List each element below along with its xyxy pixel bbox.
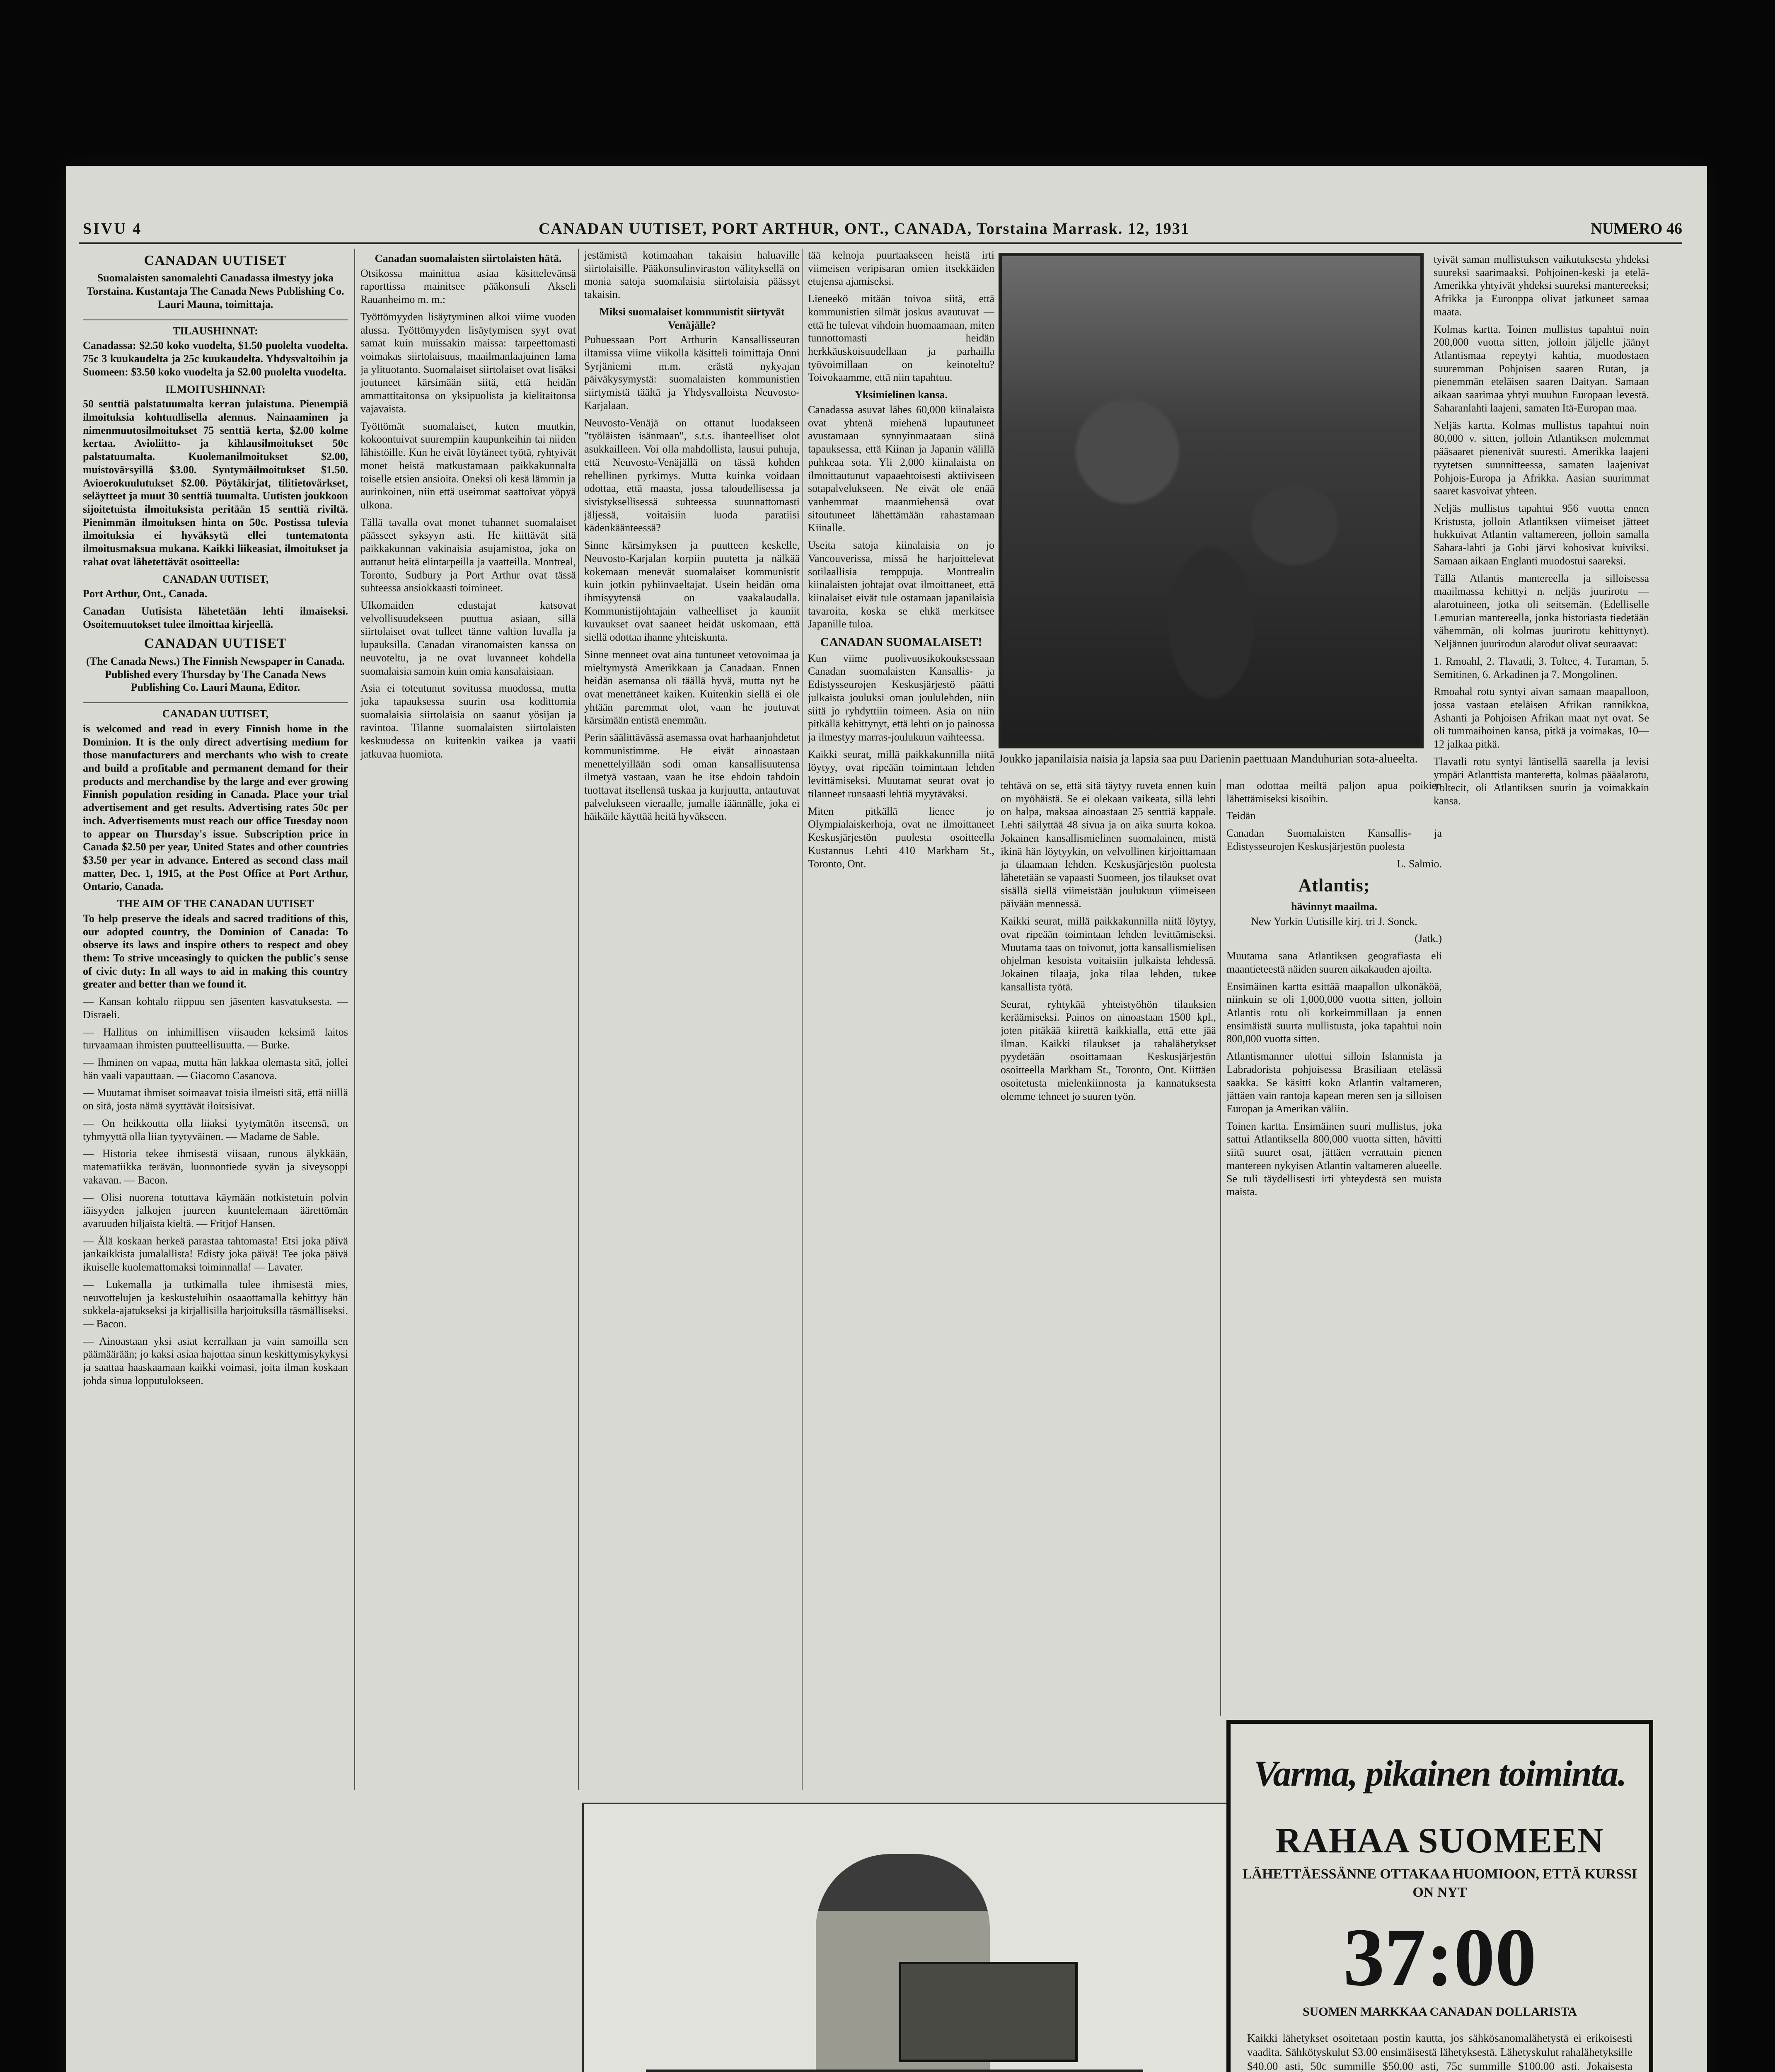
header-rule — [79, 242, 1682, 244]
article-paragraph: Sinne menneet ovat aina tuntuneet vetovoimaa ja mieltymystä Amerikkaan ja Canadaan. Ennen heidän asemansa oli täällä hyvä, mutta nyt he ovat menettäneet kaiken. Kuitenkin siellä ei ole yhtään paremmat olot, vaan he joutuvat kärsimään entistä enemmän. — [584, 648, 800, 726]
page-label: SIVU 4 — [83, 220, 143, 237]
ad-rate-subtitle: SUOMEN MARKKAA CANADAN DOLLARISTA — [1303, 2005, 1577, 2019]
ad-body-1: Kaikki lähetykset osoitetaan postin kautta, jos sähkösanomalähetystä ei erikoisesti vaadita. Sähkötyskulut $3.00 ensimäisestä lähetyksestä. Lähetyskulut rahalähetyksille $40.00 asti, 50c summille $50.00 asti, 75c summille $100.00 asti. Jokaisesta — [1247, 2032, 1632, 2072]
byline: New Yorkin Uutisille kirj. tri J. Sonck. — [1251, 915, 1417, 927]
quote: — Älä koskaan herkeä parastaa tahtomasta! Etsi joka päivä jankaikkista jumalallista! Edisty joka päivä! Tee joka päivä ikuiselle kuolemattomaksi toiminnalla! — Lavater. — [83, 1234, 348, 1273]
column-rule — [578, 249, 579, 1790]
ad-subtitle: LÄHETTÄESSÄNNE OTTAKAA HUOMIOON, ETTÄ KURSSI ON NYT — [1242, 1866, 1637, 1900]
article-paragraph: Kun viime puolivuosikokouksessaan Canadan suomalaisten Kansallis- ja Edistysseurojen Keskusjärjestö päätti julkaista jouluksi oman joululehden, niin siitä jo ryhdyttiin toimeen. Asia on niin pitkällä kehittynyt, että lehti on jo painossa ja ilmestyy marras-joulukuun vaihteessa. — [808, 652, 994, 743]
bench — [646, 2070, 1143, 2072]
aim-heading: THE AIM OF THE CANADAN UUTISET — [117, 898, 314, 910]
photo-japanese-refugees — [999, 253, 1424, 748]
article-paragraph: Neuvosto-Venäjä on ottanut luodakseen "työläisten isänmaan", s.t.s. ihanteelliset olot asukkailleen. Voi olla mahdollista, lausui puhuja, että Neuvosto-Venäjällä on tässä kohden rehellinen pyrkimys. Mutta kuinka voidaan odottaa, että maasta, jossa taloudellisessa ja sivistyksellisessä suhteessa suunnattomasti jäljessä, voitaisiin luoda paratiisi kädenkäänteessä? — [584, 416, 800, 534]
quote: — Historia tekee ihmisestä viisaan, runous älykkään, matematiikka terävän, luonnontiede syvän ja siveysoppi vakavan. — Bacon. — [83, 1147, 348, 1186]
signature-1: Teidän — [1226, 810, 1256, 822]
signature-3: L. Salmio. — [1396, 857, 1442, 870]
article-paragraph: Perin säälittävässä asemassa ovat harhaanjohdetut kommunistimme. He eivät ainoastaan menettelyillään sodi oman kansallisuutensa ilmetyä vastaan, vaan he itse ehdoin tahdoin tuottavat itsellensä tuskaa ja kurjuutta, antautuvat palvelukseen vieraalle, jumalle iäännälle, joka ei häikäile käyttää heitä hyväkseen. — [584, 731, 800, 823]
respirator-machine — [899, 1962, 1078, 2062]
article-paragraph: Tlavatli rotu syntyi läntisellä saarella ja levisi ympäri Atlanttista manteretta, kolmas pääalarotu, Toltecit, oli Atlantiksen suurin ja voimakkain kansa. — [1434, 755, 1649, 807]
quote: — Hallitus on inhimillisen viisauden keksimä laitos turvaamaan ihmisten puutteellisuutta. — Burke. — [83, 1026, 348, 1051]
article-paragraph: Otsikossa mainittua asiaa käsittelevänsä raporttissa mainitsee pääkonsuli Akseli Rauanheimo m. m.: — [360, 267, 576, 306]
quote: — Muutamat ihmiset soimaavat toisia ilmeisti sitä, että niillä on sitä, josta nämä syyttävät iloitsisivat. — [83, 1087, 348, 1112]
ad-title: RAHAA SUOMEEN — [1275, 1820, 1604, 1860]
signature-2: Canadan Suomalaisten Kansallis- ja Edistysseurojen Keskusjärjestön puolesta — [1226, 827, 1442, 852]
article-paragraph: tää kelnoja puurtaakseen heistä irti viimeisen veripisaran omien itsekkäiden etujensa ajamiseksi. — [808, 249, 994, 288]
column-4 — [808, 249, 994, 1790]
article-paragraph: Ensimäinen kartta esittää maapallon ulkonäköä, niinkuin se oli 1,000,000 vuotta sitten, jolloin Atlantis rotu oli korkeimmillaan ja ennen ensimäistä suurta mullistusta, joka tapahtui noin 800,000 vuotta sitten. — [1226, 980, 1442, 1045]
article-paragraph: Atlantismanner ulottui silloin Islannista ja Labradorista pohjoisessa Brasiliaan etelässä saakka. Se käsitti koko Atlantin valtameren, jättäen vain rantoja kapean meren sen ja silloisen Europan ja Amerikan väliin. — [1226, 1050, 1442, 1115]
masthead-sub: Suomalaisten sanomalehti Canadassa ilmestyy joka Torstaina. Kustantaja The Canada News Publishing Co. Lauri Mauna, toimittaja. — [87, 272, 344, 310]
article-paragraph: jestämistä kotimaahan takaisin haluaville siirtolaisille. Pääkonsulinviraston välityksellä on monia satoja suomalaisia siirtolaisia päässyt takaisin. — [584, 249, 800, 301]
article-paragraph: Kolmas kartta. Toinen mullistus tapahtui noin 200,000 vuotta sitten, jolloin jäljelle jäänyt Atlantismaa repeytyi kahtia, muodostaen suuremman Pohjoisen saaren Rutan, ja pienemmän eteläisen saaren Daityan. Samaan aikaan saarimaa yhtyi muuhun Europaan levestä. Saharanlahti laajeni, samaten Itä-Europan maa. — [1434, 323, 1649, 414]
article-paragraph: tehtävä on se, että sitä täytyy ruveta ennen kuin on myöhäistä. Se ei olekaan vaikeata, sillä lehti on halpa, maksaa ainoastaan 25 senttiä kappale. Lehti säilyttää 48 sivua ja on aika suurta kokoa. Jokainen kansallismielinen suomalainen, mistä ikinä hän löytyykin, on velvollinen kirjoittamaan ja tilaamaan lehden. Keskusjärjestön puolesta lähetetään se vapaasti Suomeen, jos tilaukset ovat sisällä siellä viimeistään joulukuun viimeiseen päivään mennessä. — [1001, 779, 1216, 910]
article-heading: Canadan suomalaisten siirtolaisten hätä. — [375, 252, 562, 264]
column-5 — [1001, 779, 1216, 1786]
ilmoitus-text: 50 senttiä palstatuumalta kerran julaistuna. Pienempiä ilmoituksia kohtuullisella alennus. Nainaaminen ja nimenmuutosilmoitukset 75 senttiä kerta, $2.00 kolme kertaa. Avioliitto- ja kihlausilmoitukset 50c palstatuumalta. Kuolemanilmoitukset $2.00, muistovärsyillä $3.00. Syntymäilmoitukset $1.50. Avioerokuulutukset $2.00. Pöytäkirjat, tilitietovärkset, seläytteet ja muut 30 senttiä tuumalta. Uutisten joukkoon sijoitetuista ilmoituksista peritään 15 senttiä riviltä. Pienimmän ilmoituksen hinta on 50c. Postissa tulevia ilmoituksia ei hyväksytä ellei tuntematonta ilmoitusmaksua mukana. Kaikki liikeasiat, ilmoitukset ja rahat ovat lähetettävät osoitteella: — [83, 398, 348, 568]
article-heading: CANADAN SUOMALAISET! — [820, 635, 982, 649]
notice-text: Canadan Uutisista lähetetään lehti ilmaiseksi. Osoitemuutokset tulee ilmoittaa kirjeellä. — [83, 605, 348, 630]
article-paragraph: Neljäs kartta. Kolmas mullistus tapahtui noin 80,000 v. sitten, jolloin Atlantiksen molemmat pääsaaret pienenivät suuresti. Amerikka laajeni tyytetsen suunnitteessa, samaten laajenivat Pohjois-Europa ja Afrikka. Aasian suurimmat saaret kasvoivat yhteen. — [1434, 419, 1649, 497]
masthead-2: CANADAN UUTISET — [144, 636, 287, 651]
column-2 — [360, 249, 576, 1790]
quote: — Olisi nuorena totuttava käymään notkistetuin polvin iäisyyden jalkojen juureen kuuntelemaan äärettömän avaruuden hiljaista kieltä. — Fritjof Hansen. — [83, 1191, 348, 1230]
article-paragraph: Rmoahal rotu syntyi aivan samaan maapalloon, jossa vastaan eteläisen Afrikan rannikkoa, Ashanti ja Pohjoisen Afrikan maat nyt ovat. Se oli tummaihoinen kansa, pitkä ja voimakas, 10—12 jalkaa pitkä. — [1434, 685, 1649, 750]
article-paragraph: tyivät saman mullistuksen vaikutuksesta yhdeksi suureksi saarimaaksi. Pohjoinen-keski ja etelä-Amerikka yhtyivät yhdeksi suureksi mantereeksi; Afrikka ja Eurooppa olivat jatkuneet samaa maata. — [1434, 253, 1649, 318]
article-paragraph: Miten pitkällä lienee jo Olympialaiskerhoja, ovat ne ilmoittaneet Keskusjärjestön puolesta osoitteella Kustannus Lehti 410 Markham St., Toronto, Ont. — [808, 805, 994, 870]
newspaper-title: CANADAN UUTISET, PORT ARTHUR, ONT., CANADA, Torstaina Marrask. 12, 1931 — [539, 220, 1190, 237]
article-paragraph: Kaikki seurat, millä paikkakunnilla niitä löytyy, ovat ripeään toimintaan lehden levittämiseksi. Muutama taas on toivonut, jotta kansallismielisen ohjelman kesoista voitaisiin julkaista lehdessä. Jokainen tilaaja, joka tilaa lehden, tukee kansallista työtä. — [1001, 915, 1216, 993]
continued-note: (Jatk.) — [1415, 932, 1442, 945]
article-paragraph: Neljäs mullistus tapahtui 956 vuotta ennen Kristusta, jolloin Atlantiksen viimeiset jätteet hukkuivat Atlantin valtamereen, jolloin samalla Sahara-lahti ja Gobi järvi kohosivat kuiviksi. Samaan aikaan Englanti muodostui saareksi. — [1434, 502, 1649, 567]
masthead: CANADAN UUTISET — [144, 253, 287, 268]
column-1 — [83, 249, 348, 1790]
illustration-respirator — [582, 1803, 1273, 2072]
column-6 — [1434, 253, 1649, 1711]
page-header — [83, 220, 1682, 236]
quote: — Ainoastaan yksi asiat kerrallaan ja vain samoilla sen päämäärään; jo kaksi asiaa hajottaa sinun keskittymisykykysi ja saattaa haaskaamaan kaikki voimasi, joita ilman koskaan johda sinua lopputulokseen. — [83, 1335, 348, 1387]
english-heading: CANADAN UUTISET, — [162, 708, 269, 720]
article-paragraph: Toinen kartta. Ensimäinen suuri mullistus, joka sattui Atlantiksella 800,000 vuotta sitten, hävitti siitä suuret osat, jättäen verrattain pienen mantereen nykyisen Atlantin valtameren alueelle. Se tuli täydellisesti irti yhteydestä sen muista maista. — [1226, 1120, 1442, 1198]
address-label: CANADAN UUTISET, — [162, 573, 269, 585]
article-paragraph: Puhuessaan Port Arthurin Kansallisseuran iltamissa viime viikolla käsitteli toimittaja Onni Syrjäniemi m.m. erästä nykyajan päiväkysymystä: suomalaisten kommunistien siirtymistä täältä ja Yhdysvalloista Neuvosto-Karjalaan. — [584, 334, 800, 411]
article-heading: Yksimielinen kansa. — [855, 389, 948, 401]
article-paragraph: Työttömät suomalaiset, kuten muutkin, kokoontuivat suurempiin kaupunkeihin tai niiden lähistöille. Kun he eivät löytäneet työtä, ryhtyivät monet heistä matkustamaan paikkakunnalta toiselle etsien ansioita. Oneksi oli kesä lämmin ja aurinkoinen, niin että useimmat saattoivat yöpyä ulkona. — [360, 420, 576, 511]
ilmoitus-heading: ILMOITUSHINNAT: — [165, 383, 266, 395]
english-text: is welcomed and read in every Finnish home in the Dominion. It is the only direct advertising medium for those manufacturers and merchants who wish to create and build a profitable and permanent demand for their products and merchandise by the large and ever growing Finnish population residing in Canada. Place your trial advertisement and get results. Advertising rates 50c per inch. Advertisements must reach our office Tuesday noon to appear on Thursday's issue. Subscription price in Canada $2.50 per year, United States and other countries $3.50 per year in advance. Entered as second class mail matter, Dec. 1, 1915, at the Post Office at Port Arthur, Ontario, Canada. — [83, 722, 348, 893]
article-paragraph: Lieneekö mitään toivoa siitä, että kommunistien silmät joskus avautuvat — että he tulevat vihdoin huomaamaan, miten tunnottomasti heidän herkkäuskoisuudellaan ja parhailla työvoimillaan on keinoteltu? Toivokaamme, että niin tapahtuu. — [808, 293, 994, 384]
article-paragraph: Seurat, ryhtykää yhteistyöhön tilauksien keräämiseksi. Painos on ainoastaan 1500 kpl., joten pitäkää kiirettä kaikkialla, että ette jää ilman. Kaikki tilaukset ja rahalähetykset pyydetään osoittamaan Keskusjärjestön osoitteella Markham St., Toronto, Ont. Kiittäen osoitetusta mielenkiinnosta ja kannatuksesta olemme tehneet jo suuren työn. — [1001, 998, 1216, 1102]
article-paragraph: Työttömyyden lisäytyminen alkoi viime vuoden alussa. Työttömyyden lisäytymisen syyt ovat samat kuin muissakin maissa: tarpeettomasti voimakas siirtolaisuus, maailmanlaajuinen lama ja ylituotanto. Suomalaiset siirtolaiset ovat lisäksi joutuneet kärsimään siitä, että heidän ammattitaitonsa on yksipuolista ja kielitaitonsa vajavaista. — [360, 310, 576, 415]
article-heading: Miksi suomalaiset kommunistit siirtyvät Venäjälle? — [599, 305, 785, 331]
atlantis-subheading: hävinnyt maailma. — [1291, 900, 1378, 913]
closing-text: man odottaa meiltä paljon apua poikien lähettämiseksi kisoihin. — [1226, 779, 1442, 805]
ad-rate: 37:00 — [1343, 1912, 1537, 2004]
masthead-2-sub: (The Canada News.) The Finnish Newspaper in Canada. Published every Thursday by The Canada News Publishing Co. Lauri Mauna, Editor. — [86, 655, 345, 694]
photo-caption: Joukko japanilaisia naisia ja lapsia saa puu Darienin paettuaan Manduhurian sota-alueelta. — [999, 753, 1418, 765]
address-city: Port Arthur, Ont., Canada. — [83, 588, 208, 600]
article-paragraph: Ulkomaiden edustajat katsovat velvollisuudekseen puuttua asiaan, sillä siirtolaiset ovat tulleet tänne valtion luvalla ja lupauksilla. Canadan viranomaisten kanssa on neuvoteltu, ja ne ovat luvanneet kohdella suomalaisia samoin kuin omia kansalaisiaan. — [360, 599, 576, 677]
issue-number: NUMERO 46 — [1591, 220, 1682, 237]
article-paragraph: Useita satoja kiinalaisia on jo Vancouverissa, missä he harjoittelevat sotilaallisia temppuja. Montrealin kiinalaisten johtajat ovat ilmoittaneet, että kiinalaiset eivät tule ostamaan japanilaisia tavaroita, koska se ehkä merkitsee Japanille tuloa. — [808, 539, 994, 630]
tilaus-heading: TILAUSHINNAT: — [173, 324, 258, 337]
article-paragraph: Sinne kärsimyksen ja puutteen keskelle, Neuvosto-Karjalan korpiin puutetta ja nälkää kokemaan menevät suomalaiset kommunistit kuin jotkin pyhiinvaeltajat. Usein heidän oma ihmisyytensä on vaakalaudalla. Kommunistijohtajain valheelliset ja kauniit kuvaukset ovat saaneet heidät uskomaan, että siellä odottaa ihanne yhteiskunta. — [584, 539, 800, 644]
advertisement-korte-agency — [1226, 1720, 1653, 2072]
column-5b — [1226, 779, 1442, 1716]
tilaus-text: Canadassa: $2.50 koko vuodelta, $1.50 puolelta vuodelta. 75c 3 kuukaudelta ja 25c kuukaudelta. Yhdysvaltoihin ja Suomeen: $3.50 koko vuodelta ja $2.00 puolelta vuodelta. — [83, 339, 348, 378]
article-paragraph: Tällä tavalla ovat monet tuhannet suomalaiset päässeet syksyyn asti. He kiittävät sitä paikkakunnan vakinaisia asujamistoa, joka on auttanut heitä elintarpeilla ja vaatteilla. Montreal, Toronto, Sudbury ja Port Arthur ovat tässä suhteessa ansiokkaasti toimineet. — [360, 516, 576, 594]
quote: — Ihminen on vapaa, mutta hän lakkaa olemasta sitä, jollei hän vaali vapauttaan. — Giacomo Casanova. — [83, 1056, 348, 1082]
article-paragraph: Kaikki seurat, millä paikkakunnilla niitä löytyy, ovat ripeään toimintaan lehden levittämiseksi. Muutamat seurat ovat jo tilanneet runsaasti lehtiä myytäväksi. — [808, 748, 994, 800]
article-paragraph: 1. Rmoahl, 2. Tlavatli, 3. Toltec, 4. Turaman, 5. Semitinen, 6. Arkadinen ja 7. Mongolinen. — [1434, 655, 1649, 680]
quote: — Kansan kohtalo riippuu sen jäsenten kasvatuksesta. — Disraeli. — [83, 995, 348, 1021]
article-paragraph: Canadassa asuvat lähes 60,000 kiinalaista ovat yhtenä miehenä lupautuneet avustamaan synnyinmaataan siinä tapauksessa, että Kiinan ja Japanin välillä puhkeaa sota. Yli 2,000 kiinalaista on ilmoittautunut vapaaehtoisesti aktiiviseen sotapalvelukseen. Ne eivät ole enää vanhemmat maanmiehensä ovat sitoutuneet lähettämään rahastamaan Kiinalle. — [808, 403, 994, 534]
column-rule — [802, 249, 803, 1790]
column-rule — [354, 249, 355, 1790]
column-3 — [584, 249, 800, 1790]
quote: — On heikkoutta olla liiaksi tyytymätön itseensä, on tyhmyyttä olla liian tyytyväinen. — Madame de Sable. — [83, 1117, 348, 1143]
atlantis-heading: Atlantis; — [1298, 875, 1370, 896]
ad-headline: Varma, pikainen toiminta. — [1253, 1754, 1626, 1794]
article-paragraph: Tällä Atlantis mantereella ja silloisessa maailmassa kehittyi n. neljäs juurirotu — alarotuineen, jotka oli seitsemän. (Edelliselle Lemurian mantereella, jonka historiasta tiedetään vähemmän, oli kolmas juurirotu kehittynyt). Neljännen juurirodun alarodut olivat seuraavat: — [1434, 572, 1649, 650]
aim-text: To help preserve the ideals and sacred traditions of this, our adopted country, the Dominion of Canada: To observe its laws and inspire others to respect and obey them: To strive unceasingly to quicken the public's sense of civic duty: In all ways to aid in making this country greater and better than we found it. — [83, 912, 348, 990]
quote: — Lukemalla ja tutkimalla tulee ihmisestä mies, neuvottelujen ja keskusteluihin osaaottamalla kehittyy hän sukkela-ajatukseksi ja kirjallisilla harjoituksilla täsmälliseksi. — Bacon. — [83, 1278, 348, 1330]
article-paragraph: Muutama sana Atlantiksen geografiasta eli maantieteestä näiden suuren aikakauden ajoilta. — [1226, 950, 1442, 975]
column-rule — [1220, 779, 1221, 1716]
article-paragraph: Asia ei toteutunut sovitussa muodossa, mutta joka tapauksessa suurin osa kodittomia suomalaisia siirtolaisia on saanut yösijan ja ravintoa. Tilanne suomalaisten siirtolaisten keskuudessa on kuitenkin vaikea ja vaatii jatkuvaa huomiota. — [360, 682, 576, 760]
